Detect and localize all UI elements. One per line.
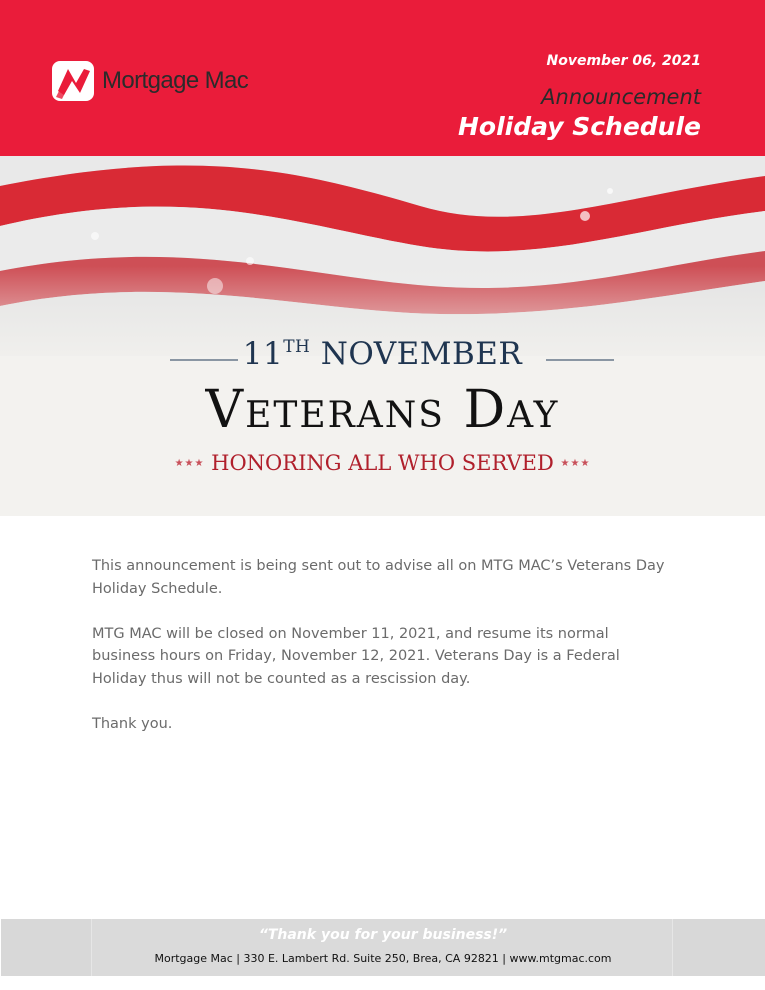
footer-quote: “Thank you for your business!” bbox=[258, 927, 508, 943]
announcement-date: November 06, 2021 bbox=[546, 53, 701, 69]
banner-tagline: ★★★ HONORING ALL WHO SERVED ★★★ bbox=[174, 451, 591, 475]
footer-address: Mortgage Mac | 330 E. Lambert Rd. Suite 250, Brea, CA 92821 | www.mtgmac.com bbox=[154, 952, 612, 965]
footer bbox=[1, 919, 765, 976]
stars-left: ★★★ bbox=[174, 458, 205, 469]
announcement-title: Holiday Schedule bbox=[457, 112, 701, 141]
announcement-label: Announcement bbox=[541, 85, 701, 109]
mortgage-mac-logo-icon bbox=[52, 61, 94, 101]
announcement-body bbox=[92, 555, 672, 758]
company-logo[interactable] bbox=[52, 61, 248, 101]
body-paragraph-1: This announcement is being sent out to advise all on MTG MAC’s Veterans Day Holiday Schedule. bbox=[92, 558, 665, 597]
stars-right: ★★★ bbox=[560, 458, 591, 469]
banner-holiday-name: Veterans Day bbox=[205, 380, 560, 440]
banner-date: 11TH NOVEMBER bbox=[242, 336, 523, 372]
body-paragraph-3: Thank you. bbox=[92, 715, 173, 732]
body-paragraph-2: MTG MAC will be closed on November 11, 2021, and resume its normal business hours on Friday, November 12, 2021. Veterans Day is a Federal Holiday thus will not be counted as a rescission day. bbox=[92, 625, 620, 687]
logo-wordmark: Mortgage Mac bbox=[102, 67, 249, 94]
veterans-day-banner bbox=[0, 156, 765, 516]
header-bar bbox=[0, 0, 765, 156]
